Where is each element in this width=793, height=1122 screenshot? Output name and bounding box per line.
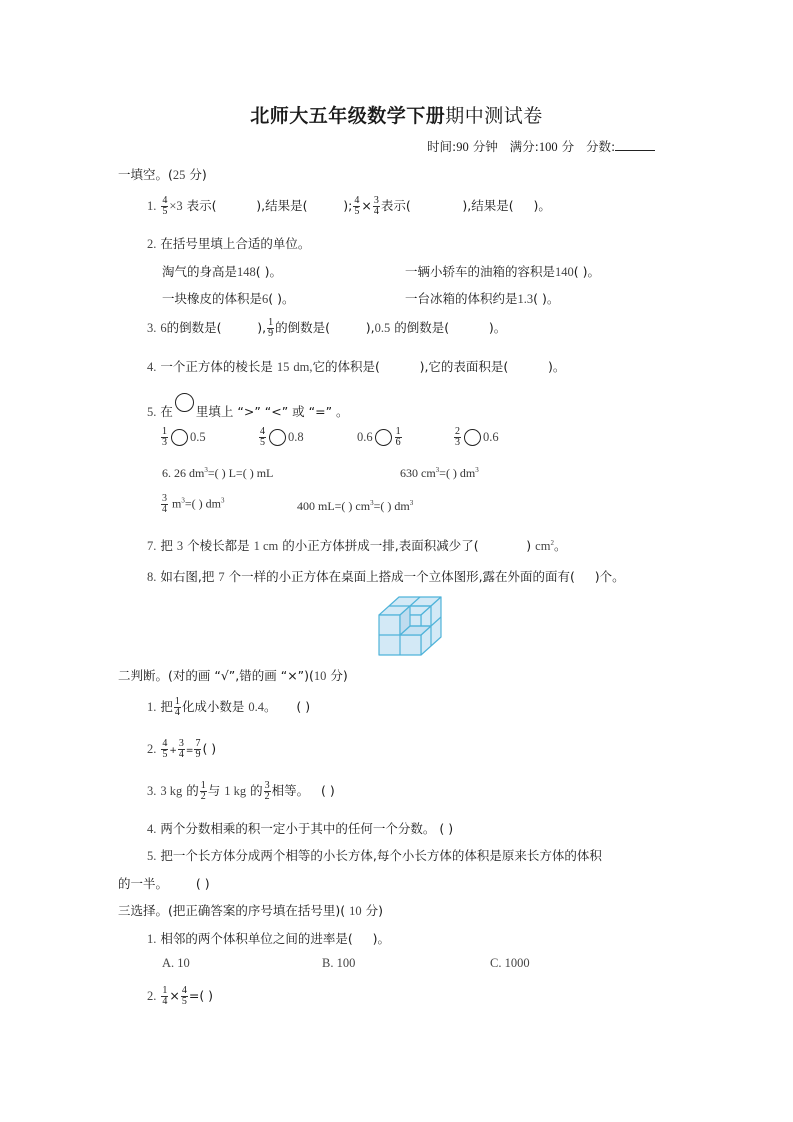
section1-heading-end: 分) — [189, 167, 207, 182]
section3-heading-end: 分) — [365, 903, 383, 918]
text: ), — [257, 320, 267, 335]
text: 里填上 — [195, 404, 234, 419]
fraction: $\frac{1}{9}$ — [268, 317, 274, 339]
s1-question-2 — [147, 234, 310, 252]
text: ),结果是( — [462, 198, 514, 213]
text: )。 — [488, 320, 507, 335]
q-num: 7. — [147, 539, 157, 553]
s1-question-5 — [147, 393, 349, 420]
s1-q2-item-c — [162, 289, 295, 307]
section2-points: 10 — [313, 669, 327, 683]
answer-paren[interactable]: ( ) — [202, 741, 217, 756]
section2-heading-text: 二判断。(对的画 “√”,错的画 “×”)( — [118, 668, 314, 683]
q-num: 1. — [147, 932, 157, 946]
unit: dm, — [293, 360, 313, 374]
value: 6 — [160, 321, 167, 335]
time-label: 时间: — [427, 139, 457, 154]
title-bold: 北师大五年级数学下册 — [250, 105, 446, 127]
text: 如右图,把 — [160, 569, 215, 584]
value: 0.4 — [248, 700, 264, 714]
text: ); — [343, 198, 353, 213]
q-num: 3. — [147, 321, 157, 335]
answer-paren[interactable]: =( ) — [188, 988, 214, 1003]
text: )。 — [533, 198, 551, 213]
value: 1 cm — [253, 539, 279, 553]
text: ),结果是( — [256, 198, 308, 213]
section3-heading-text: 三选择。(把正确答案的序号填在括号里)( — [118, 903, 346, 918]
text: ), — [365, 320, 375, 335]
option-label: A. — [162, 956, 175, 970]
s1-q2-item-d — [405, 289, 559, 307]
q-num: 2. — [147, 237, 157, 251]
page-title — [0, 101, 793, 128]
value: 1.3 — [517, 292, 534, 306]
circle-icon — [175, 393, 194, 412]
times: × — [361, 198, 372, 213]
text: m — [172, 496, 182, 511]
s1-question-8 — [147, 567, 625, 585]
answer-paren[interactable]: ( ) — [321, 783, 335, 798]
compare-circle[interactable] — [375, 429, 392, 446]
option-value: 1000 — [504, 956, 530, 970]
text: 把 — [160, 538, 173, 553]
s1-q2-item-b — [405, 262, 600, 280]
text: 在 — [160, 404, 173, 419]
full-unit: 分 — [561, 139, 575, 154]
q-num: 4. — [147, 822, 157, 836]
option-value: 100 — [336, 956, 356, 970]
section1-heading — [118, 165, 207, 183]
time-unit: 分钟 — [472, 139, 498, 154]
s1-q2-item-a — [162, 262, 282, 280]
value: 0.6 — [357, 430, 373, 444]
q-num: 5. — [147, 405, 157, 419]
s1-question-1 — [147, 196, 551, 217]
answer-blank: ( )。 — [533, 291, 560, 306]
q-num: 2. — [147, 989, 157, 1003]
title-light: 期中测试卷 — [445, 105, 543, 127]
compare-circle[interactable] — [171, 429, 188, 446]
section3-heading — [118, 901, 383, 919]
text: 的倒数是( — [166, 320, 222, 335]
text: 的一半。 — [118, 876, 169, 891]
text: 的 — [250, 783, 263, 798]
text: 化成小数是 — [181, 699, 245, 714]
q-num: 3. — [147, 784, 157, 798]
text: )。 — [548, 359, 566, 374]
q-text: 在括号里填上合适的单位。 — [160, 236, 311, 251]
fraction: $\frac{4}{5}$ — [354, 195, 360, 217]
exam-meta — [427, 137, 655, 155]
value: 0.5 — [190, 430, 206, 444]
text: 表示( — [380, 198, 411, 213]
score-label: 分数: — [586, 139, 616, 154]
s1-question-6-line2: $\frac{3}{4}$ $m^3=$( ) $dm^3$ — [162, 493, 225, 515]
text: 它的体积是( — [312, 359, 380, 374]
s3-question-1 — [147, 929, 390, 947]
s1-question-6-line2b: 400 mL=( ) $cm^3=$( ) $dm^3$ — [297, 499, 414, 513]
s3-q1-option-a[interactable] — [162, 956, 190, 971]
symbols-text: “>” “<” 或 “=” 。 — [237, 404, 349, 419]
section2-heading-end: 分) — [330, 668, 348, 683]
text: 的小正方体拼成一排,表面积减少了( — [282, 538, 479, 553]
times: × — [169, 988, 180, 1003]
s3-question-2: 2. $\frac{1}{4}$ × $\frac{4}{5}$ =( ) — [147, 985, 214, 1007]
text: 的 — [186, 783, 199, 798]
text: 26 dm — [174, 466, 205, 480]
unit: cm — [535, 539, 551, 553]
fraction: $\frac{4}{5}$ — [162, 195, 168, 217]
s3-q1-option-c[interactable] — [490, 956, 530, 971]
value: 7 — [218, 570, 225, 584]
q-num: 2. — [147, 742, 157, 756]
compare-circle[interactable] — [269, 429, 286, 446]
text: ) — [526, 538, 532, 553]
value: 140 — [555, 265, 574, 279]
fraction: $\frac{3}{4}$ — [373, 195, 379, 217]
text: 个一样的小正方体在桌面上搭成一个立体图形,露在外面的面有( — [228, 569, 575, 584]
text: 一辆小轿车的油箱的容积是 — [405, 264, 556, 279]
plus: + — [169, 746, 177, 756]
time-value: 90 — [456, 140, 469, 154]
cube-stack-figure — [377, 593, 443, 661]
text: 两个分数相乘的积一定小于其中的任何一个分数。 — [160, 821, 436, 836]
option-value: 10 — [177, 956, 190, 970]
section3-points: 10 — [349, 904, 362, 918]
value: 3 — [176, 539, 184, 553]
text: ),它的表面积是( — [419, 359, 509, 374]
q-num: 1. — [147, 199, 157, 213]
q-num: 8. — [147, 570, 157, 584]
text: =( ) dm — [439, 466, 476, 480]
s3-q1-option-b[interactable] — [322, 956, 355, 971]
s2-question-5 — [147, 846, 602, 864]
s1-question-6-line1b: 630 $cm^3=$( ) $dm^3$ — [400, 466, 479, 480]
value: 148 — [237, 265, 256, 279]
value: 0.6 — [483, 430, 499, 444]
text: 。 — [264, 699, 277, 714]
text: 一个正方体的棱长是 — [160, 359, 273, 374]
text: 的倒数是( — [275, 320, 331, 335]
s1-question-7: 7. 把 3 个棱长都是 1 cm 的小正方体拼成一排,表面积减少了( ) $cm^2$。 — [147, 538, 567, 553]
s2-question-3: 3. 3 kg 的 $\frac{1}{2}$ 与 1 kg 的 $\frac{3}{2}$ 相等。 ( ) — [147, 780, 335, 802]
text: 淘气的身高是 — [162, 264, 238, 279]
s2-question-2: 2. $\frac{4}{5}$ + $\frac{3}{4}$ = $\frac{7}{9}$ ( ) — [147, 738, 217, 760]
text: =( ) L=( ) mL — [207, 466, 274, 480]
s1-q5-item-2: $\frac{4}{5}$ 0.8 — [260, 426, 304, 448]
s1-q5-item-3: 0.6 $\frac{1}{6}$ — [357, 426, 401, 448]
text: 630 cm — [400, 466, 436, 480]
answer-blank: ( )。 — [573, 264, 600, 279]
value: 6 — [262, 292, 269, 306]
section1-points: 25 — [172, 168, 186, 182]
option-label: B. — [322, 956, 334, 970]
section2-heading — [118, 666, 348, 684]
text: 个棱长都是 — [187, 538, 250, 553]
s2-question-4 — [147, 819, 453, 837]
section1-heading-text: 一填空。( — [118, 167, 173, 182]
text: 表示( — [186, 198, 217, 213]
full-label: 满分: — [509, 139, 539, 154]
compare-circle[interactable] — [464, 429, 481, 446]
q-num: 4. — [147, 360, 157, 374]
text: 的倒数是( — [394, 320, 450, 335]
text: 把 — [160, 699, 173, 714]
text: =( ) dm — [184, 496, 221, 511]
s1-question-3 — [147, 318, 506, 339]
s2-question-5-cont — [118, 874, 210, 892]
s1-question-6-line1: 6. 26 $dm^3=$( ) L=( ) mL — [162, 466, 274, 480]
text: )个。 — [594, 569, 625, 584]
q-num: 1. — [147, 700, 157, 714]
s1-q5-item-1: $\frac{1}{3}$ 0.5 — [162, 426, 206, 448]
answer-paren[interactable]: ( ) — [296, 699, 311, 714]
text: 相邻的两个体积单位之间的进率是( — [160, 931, 353, 946]
cube-stack-icon — [377, 593, 443, 657]
text: )。 — [372, 931, 391, 946]
value: 3 kg — [160, 784, 183, 798]
text: 。 — [553, 538, 567, 553]
answer-blank: ( )。 — [255, 264, 282, 279]
equals: = — [185, 746, 194, 756]
text: 与 — [207, 783, 221, 798]
text: 把一个长方体分成两个相等的小长方体,每个小长方体的体积是原来长方体的体积 — [160, 848, 602, 863]
score-blank[interactable] — [615, 138, 655, 151]
full-value: 100 — [538, 140, 558, 154]
value: 15 — [276, 360, 290, 374]
q-num: 6. — [162, 466, 171, 480]
option-label: C. — [490, 956, 502, 970]
text: 400 mL=( ) cm — [297, 499, 371, 513]
s1-q5-item-4: $\frac{2}{3}$ 0.6 — [455, 426, 499, 448]
answer-paren[interactable]: ( ) — [195, 876, 210, 891]
s2-question-1: 1. 把 $\frac{1}{4}$ 化成小数是 0.4。 ( ) — [147, 696, 311, 718]
text: 相等。 — [271, 783, 310, 798]
times-3: ×3 — [169, 199, 183, 213]
value: 0.8 — [288, 430, 304, 444]
answer-blank: ( )。 — [268, 291, 295, 306]
text: =( ) dm — [373, 499, 410, 513]
value: 1 kg — [224, 784, 247, 798]
answer-paren[interactable]: ( ) — [439, 821, 454, 836]
s1-question-4 — [147, 357, 565, 375]
q-num: 5. — [147, 849, 157, 863]
text: 一块橡皮的体积是 — [162, 291, 263, 306]
text: 一台冰箱的体积约是 — [405, 291, 518, 306]
value: 0.5 — [374, 321, 391, 335]
